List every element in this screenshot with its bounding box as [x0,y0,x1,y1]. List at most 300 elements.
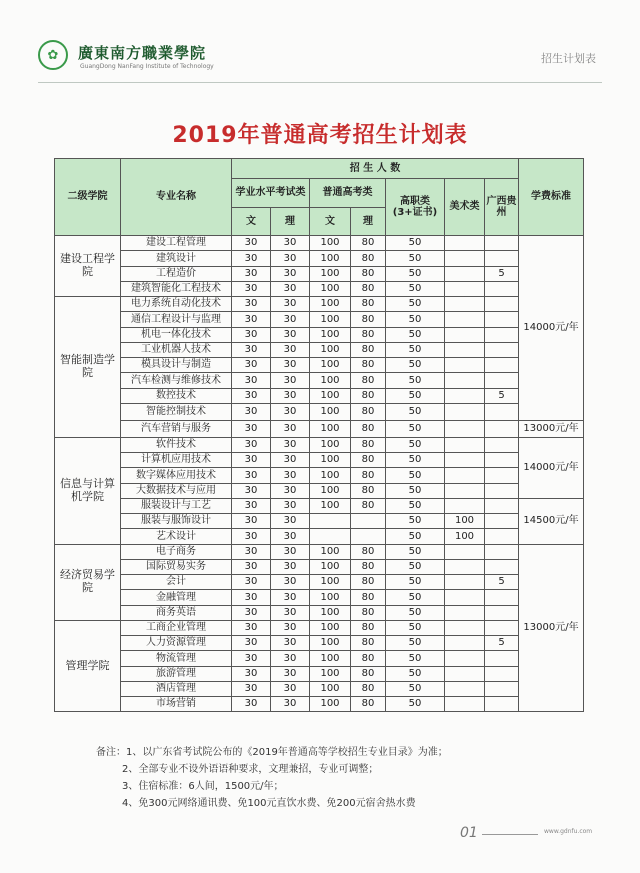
table-row [55,681,584,696]
count-cell-gxgz [485,666,519,681]
table-row [55,514,584,529]
fee-cell: 14000元/年 [519,437,584,498]
header-art: 美术类 [445,179,485,236]
count-cell-gaozhi: 50 [386,559,445,574]
header-fee: 学费标准 [519,159,584,236]
count-cell-x-wen: 30 [232,468,271,483]
major-cell: 汽车营销与服务 [121,420,232,437]
count-cell-p-wen: 100 [310,251,351,266]
count-cell-x-li: 30 [271,437,310,452]
count-cell-gxgz: 5 [485,388,519,403]
major-cell: 模具设计与制造 [121,358,232,373]
count-cell-gxgz [485,529,519,544]
count-cell-x-wen: 30 [232,266,271,281]
count-cell-x-wen: 30 [232,453,271,468]
count-cell-x-li: 30 [271,620,310,635]
count-cell-p-li: 80 [351,651,386,666]
count-cell-gxgz [485,420,519,437]
major-cell: 艺术设计 [121,529,232,544]
count-cell-p-wen: 100 [310,605,351,620]
count-cell-art [445,697,485,712]
count-cell-x-wen: 30 [232,514,271,529]
count-cell-art [445,605,485,620]
count-cell-p-li: 80 [351,266,386,281]
count-cell-p-li [351,514,386,529]
header-xueye-wen: 文 [232,208,271,236]
count-cell-p-wen: 100 [310,281,351,296]
table-row [55,437,584,452]
page-header [0,0,640,82]
major-cell: 智能控制技术 [121,403,232,420]
count-cell-x-wen: 30 [232,342,271,357]
header-putong-wen: 文 [310,208,351,236]
count-cell-gaozhi: 50 [386,403,445,420]
count-cell-p-wen: 100 [310,620,351,635]
count-cell-x-li: 30 [271,666,310,681]
table-row [55,373,584,388]
table-row [55,544,584,559]
count-cell-gxgz [485,681,519,696]
count-cell-p-li: 80 [351,483,386,498]
count-cell-p-wen: 100 [310,468,351,483]
count-cell-art [445,483,485,498]
major-cell: 机电一体化技术 [121,327,232,342]
count-cell-gxgz [485,697,519,712]
major-cell: 金融管理 [121,590,232,605]
count-cell-x-wen: 30 [232,251,271,266]
count-cell-x-wen: 30 [232,575,271,590]
count-cell-gxgz [485,373,519,388]
count-cell-gxgz: 5 [485,266,519,281]
table-row [55,620,584,635]
count-cell-x-li: 30 [271,529,310,544]
count-cell-p-wen: 100 [310,590,351,605]
count-cell-x-wen: 30 [232,420,271,437]
count-cell-art [445,403,485,420]
count-cell-art [445,651,485,666]
count-cell-p-li: 80 [351,681,386,696]
count-cell-x-wen: 30 [232,605,271,620]
count-cell-x-wen: 30 [232,312,271,327]
count-cell-gxgz [485,327,519,342]
table-row [55,266,584,281]
count-cell-x-wen: 30 [232,297,271,312]
count-cell-p-wen: 100 [310,575,351,590]
header-major: 专业名称 [121,159,232,236]
count-cell-p-wen: 100 [310,483,351,498]
table-body [55,236,584,712]
count-cell-gxgz [485,620,519,635]
count-cell-x-li: 30 [271,605,310,620]
count-cell-gxgz [485,483,519,498]
count-cell-p-li: 80 [351,620,386,635]
college-cell: 经济贸易学院 [55,544,121,620]
school-english-name: GuangDong NanFang Institute of Technology [80,63,214,70]
count-cell-x-wen: 30 [232,590,271,605]
page-number: 01 [460,825,478,841]
count-cell-gxgz [485,651,519,666]
major-cell: 数字媒体应用技术 [121,468,232,483]
header-guangxi-guizhou: 广西贵州 [485,179,519,236]
count-cell-art [445,453,485,468]
count-cell-gxgz [485,605,519,620]
count-cell-gaozhi: 50 [386,327,445,342]
count-cell-art [445,420,485,437]
count-cell-x-wen: 30 [232,529,271,544]
count-cell-p-li [351,529,386,544]
count-cell-x-wen: 30 [232,636,271,651]
count-cell-x-wen: 30 [232,403,271,420]
count-cell-art [445,575,485,590]
major-cell: 旅游管理 [121,666,232,681]
count-cell-gaozhi: 50 [386,666,445,681]
major-cell: 工程造价 [121,266,232,281]
count-cell-p-wen: 100 [310,498,351,513]
count-cell-gaozhi: 50 [386,468,445,483]
count-cell-x-li: 30 [271,251,310,266]
note-2: 2、全部专业不设外语语种要求，文理兼招，专业可调整； [122,764,379,775]
college-cell: 建设工程学院 [55,236,121,297]
count-cell-gaozhi: 50 [386,358,445,373]
table-row [55,420,584,437]
count-cell-gxgz: 5 [485,636,519,651]
table-row [55,666,584,681]
count-cell-gxgz [485,403,519,420]
count-cell-gaozhi: 50 [386,236,445,251]
count-cell-p-li: 80 [351,342,386,357]
count-cell-x-li: 30 [271,514,310,529]
count-cell-x-wen: 30 [232,620,271,635]
count-cell-p-wen: 100 [310,297,351,312]
count-cell-x-li: 30 [271,388,310,403]
count-cell-art [445,498,485,513]
count-cell-p-li: 80 [351,420,386,437]
table-row [55,483,584,498]
count-cell-p-wen: 100 [310,420,351,437]
count-cell-x-li: 30 [271,468,310,483]
count-cell-gaozhi: 50 [386,251,445,266]
count-cell-p-wen: 100 [310,358,351,373]
count-cell-gaozhi: 50 [386,420,445,437]
count-cell-gaozhi: 50 [386,681,445,696]
table-row [55,498,584,513]
count-cell-p-li: 80 [351,636,386,651]
fee-cell: 13000元/年 [519,544,584,712]
count-cell-p-wen: 100 [310,266,351,281]
count-cell-x-li: 30 [271,327,310,342]
count-cell-x-li: 30 [271,697,310,712]
page-footer [0,816,640,856]
count-cell-gaozhi: 50 [386,373,445,388]
header-enrollment: 招 生 人 数 [232,159,519,179]
count-cell-gaozhi: 50 [386,575,445,590]
table-row [55,403,584,420]
table-row [55,453,584,468]
count-cell-p-wen: 100 [310,544,351,559]
count-cell-art [445,373,485,388]
count-cell-art [445,590,485,605]
major-cell: 工业机器人技术 [121,342,232,357]
document-title: 2019年普通高考招生计划表 [172,123,468,148]
count-cell-p-wen: 100 [310,666,351,681]
table-row [55,651,584,666]
count-cell-art [445,251,485,266]
count-cell-gxgz [485,358,519,373]
count-cell-gaozhi: 50 [386,342,445,357]
count-cell-art [445,266,485,281]
count-cell-p-wen: 100 [310,312,351,327]
count-cell-gxgz [485,251,519,266]
header-xueye: 学业水平考试类 [232,179,310,208]
count-cell-p-li: 80 [351,358,386,373]
count-cell-p-li: 80 [351,403,386,420]
count-cell-x-wen: 30 [232,651,271,666]
count-cell-gaozhi: 50 [386,529,445,544]
count-cell-x-li: 30 [271,342,310,357]
count-cell-p-li: 80 [351,590,386,605]
table-row [55,312,584,327]
table-row [55,590,584,605]
count-cell-gxgz [485,559,519,574]
section-label: 招生计划表 [541,52,596,65]
count-cell-p-li: 80 [351,559,386,574]
table-row [55,236,584,251]
count-cell-x-wen: 30 [232,559,271,574]
count-cell-gaozhi: 50 [386,544,445,559]
count-cell-gaozhi: 50 [386,281,445,296]
count-cell-x-li: 30 [271,544,310,559]
note-1: 备注：1、以广东省考试院公布的《2019年普通高等学校招生专业目录》为准； [96,747,448,758]
header-putong: 普通高考类 [310,179,386,208]
header-divider [38,82,602,83]
count-cell-x-li: 30 [271,312,310,327]
major-cell: 人力资源管理 [121,636,232,651]
count-cell-p-wen: 100 [310,388,351,403]
count-cell-x-li: 30 [271,373,310,388]
count-cell-art [445,236,485,251]
note-4: 4、免300元网络通讯费、免100元直饮水费、免200元宿舍热水费 [122,798,416,809]
count-cell-x-li: 30 [271,498,310,513]
major-cell: 计算机应用技术 [121,453,232,468]
count-cell-p-wen: 100 [310,342,351,357]
table-row [55,636,584,651]
count-cell-x-li: 30 [271,636,310,651]
count-cell-art [445,281,485,296]
count-cell-x-li: 30 [271,681,310,696]
table-row [55,327,584,342]
count-cell-p-li: 80 [351,251,386,266]
count-cell-x-li: 30 [271,297,310,312]
count-cell-x-wen: 30 [232,544,271,559]
count-cell-gaozhi: 50 [386,498,445,513]
count-cell-gxgz [485,236,519,251]
table-row [55,297,584,312]
count-cell-x-wen: 30 [232,666,271,681]
count-cell-p-li: 80 [351,498,386,513]
count-cell-p-wen: 100 [310,697,351,712]
count-cell-gxgz: 5 [485,575,519,590]
major-cell: 服装与服饰设计 [121,514,232,529]
count-cell-x-li: 30 [271,590,310,605]
count-cell-x-wen: 30 [232,498,271,513]
count-cell-p-wen: 100 [310,373,351,388]
major-cell: 汽车检测与维修技术 [121,373,232,388]
table-row [55,575,584,590]
count-cell-gxgz [485,453,519,468]
count-cell-gaozhi: 50 [386,266,445,281]
count-cell-gaozhi: 50 [386,312,445,327]
count-cell-x-wen: 30 [232,373,271,388]
major-cell: 市场营销 [121,697,232,712]
college-cell: 智能制造学院 [55,297,121,438]
count-cell-p-li: 80 [351,297,386,312]
count-cell-p-li: 80 [351,468,386,483]
table-row [55,529,584,544]
major-cell: 电力系统自动化技术 [121,297,232,312]
count-cell-art [445,297,485,312]
fee-cell: 14500元/年 [519,498,584,544]
major-cell: 物流管理 [121,651,232,666]
count-cell-gxgz [485,312,519,327]
count-cell-x-li: 30 [271,420,310,437]
count-cell-x-li: 30 [271,651,310,666]
table-row [55,342,584,357]
table-row [55,358,584,373]
school-name: 廣東南方職業學院 [78,44,207,62]
count-cell-p-wen: 100 [310,651,351,666]
table-row [55,468,584,483]
count-cell-x-wen: 30 [232,358,271,373]
count-cell-p-wen: 100 [310,437,351,452]
major-cell: 通信工程设计与监理 [121,312,232,327]
count-cell-gaozhi: 50 [386,483,445,498]
count-cell-gxgz [485,544,519,559]
count-cell-gaozhi: 50 [386,590,445,605]
count-cell-art [445,636,485,651]
count-cell-gxgz [485,590,519,605]
major-cell: 建设工程管理 [121,236,232,251]
enrollment-plan-table [54,158,584,712]
major-cell: 电子商务 [121,544,232,559]
count-cell-art [445,342,485,357]
count-cell-p-wen: 100 [310,327,351,342]
count-cell-gaozhi: 50 [386,697,445,712]
count-cell-p-li: 80 [351,327,386,342]
count-cell-gaozhi: 50 [386,297,445,312]
major-cell: 数控技术 [121,388,232,403]
college-cell: 信息与计算机学院 [55,437,121,544]
count-cell-x-li: 30 [271,453,310,468]
count-cell-x-li: 30 [271,281,310,296]
count-cell-x-wen: 30 [232,483,271,498]
table-row [55,559,584,574]
header-college: 二级学院 [55,159,121,236]
count-cell-p-li: 80 [351,544,386,559]
table-row [55,697,584,712]
count-cell-gxgz [485,437,519,452]
count-cell-art [445,358,485,373]
count-cell-art: 100 [445,529,485,544]
count-cell-art [445,468,485,483]
count-cell-gaozhi: 50 [386,388,445,403]
count-cell-p-wen: 100 [310,636,351,651]
count-cell-art [445,681,485,696]
notes [96,744,448,812]
count-cell-x-wen: 30 [232,281,271,296]
count-cell-art [445,544,485,559]
count-cell-gaozhi: 50 [386,453,445,468]
count-cell-p-wen: 100 [310,681,351,696]
count-cell-p-li: 80 [351,453,386,468]
count-cell-art: 100 [445,514,485,529]
header-gaozhi: 高职类(3+证书) [386,179,445,236]
count-cell-gaozhi: 50 [386,620,445,635]
major-cell: 建筑设计 [121,251,232,266]
header-xueye-li: 理 [271,208,310,236]
count-cell-p-li: 80 [351,697,386,712]
fee-cell: 13000元/年 [519,420,584,437]
major-cell: 大数据技术与应用 [121,483,232,498]
count-cell-x-li: 30 [271,483,310,498]
major-cell: 商务英语 [121,605,232,620]
count-cell-p-li: 80 [351,388,386,403]
count-cell-art [445,620,485,635]
note-3: 3、住宿标准：6人间，1500元/年； [122,781,284,792]
count-cell-p-li: 80 [351,236,386,251]
count-cell-p-li: 80 [351,575,386,590]
count-cell-art [445,388,485,403]
count-cell-gxgz [485,468,519,483]
count-cell-gxgz [485,342,519,357]
count-cell-x-li: 30 [271,403,310,420]
count-cell-x-wen: 30 [232,388,271,403]
count-cell-gxgz [485,297,519,312]
major-cell: 工商企业管理 [121,620,232,635]
major-cell: 会计 [121,575,232,590]
count-cell-p-wen: 100 [310,236,351,251]
count-cell-p-li: 80 [351,281,386,296]
count-cell-art [445,327,485,342]
count-cell-gxgz [485,514,519,529]
count-cell-p-li: 80 [351,312,386,327]
count-cell-x-li: 30 [271,236,310,251]
count-cell-p-li: 80 [351,666,386,681]
count-cell-p-wen: 100 [310,559,351,574]
count-cell-p-wen: 100 [310,453,351,468]
count-cell-x-li: 30 [271,575,310,590]
count-cell-p-wen [310,529,351,544]
table-row [55,605,584,620]
count-cell-x-li: 30 [271,358,310,373]
table-row [55,281,584,296]
major-cell: 国际贸易实务 [121,559,232,574]
count-cell-p-wen [310,514,351,529]
count-cell-x-li: 30 [271,559,310,574]
count-cell-art [445,559,485,574]
footer-divider [482,834,538,835]
major-cell: 酒店管理 [121,681,232,696]
count-cell-gxgz [485,498,519,513]
header-putong-li: 理 [351,208,386,236]
major-cell: 建筑智能化工程技术 [121,281,232,296]
count-cell-p-li: 80 [351,605,386,620]
major-cell: 软件技术 [121,437,232,452]
table-row [55,388,584,403]
count-cell-x-wen: 30 [232,327,271,342]
count-cell-p-li: 80 [351,373,386,388]
count-cell-gaozhi: 50 [386,636,445,651]
count-cell-p-li: 80 [351,437,386,452]
